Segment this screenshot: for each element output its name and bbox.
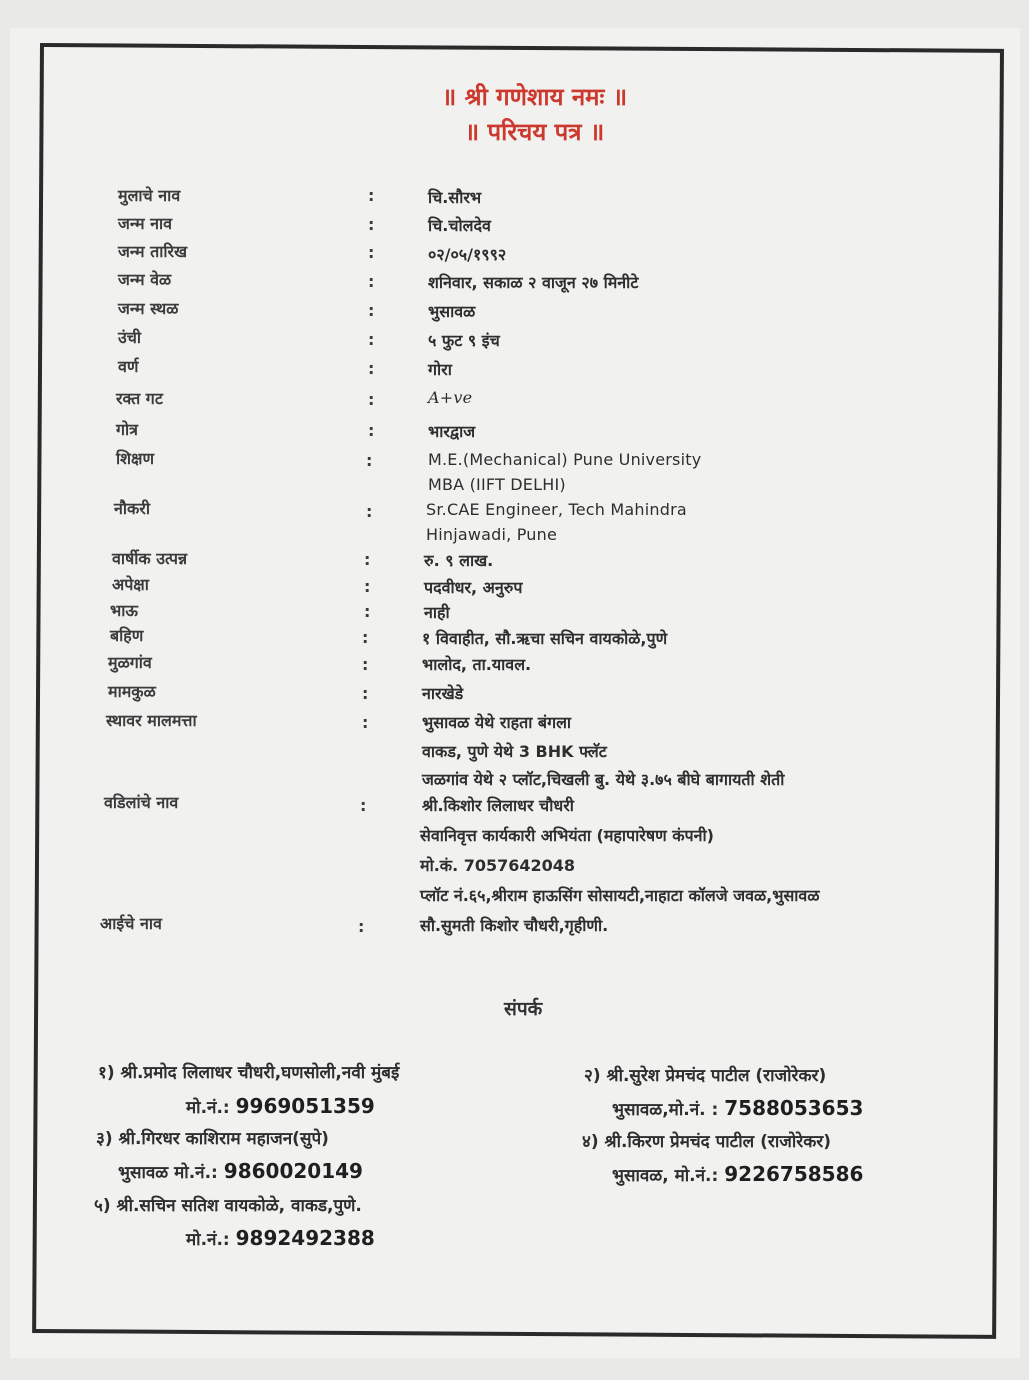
field-label: जन्म नाव xyxy=(118,214,173,233)
field-separator: : xyxy=(368,301,375,320)
field-label: अपेक्षा xyxy=(112,575,149,594)
field-value: १ विवाहीत, सौ.ऋचा सचिन वायकोळे,पुणे xyxy=(422,629,668,648)
field-label: भाऊ xyxy=(110,601,138,620)
field-value: श्री.किशोर लिलाधर चौधरी xyxy=(422,796,574,815)
field-label: आईचे नाव xyxy=(100,914,162,933)
field-value: शनिवार, सकाळ २ वाजून २७ मिनीटे xyxy=(428,273,639,292)
contact-phone-prefix: भुसावळ मो.नं.: xyxy=(118,1163,218,1183)
field-label: वडिलांचे नाव xyxy=(104,793,179,812)
field-separator: : xyxy=(368,421,375,440)
field-label: स्थावर मालमत्ता xyxy=(106,711,197,730)
field-label: मुलाचे नाव xyxy=(118,186,181,205)
field-value-line2: MBA (IIFT DELHI) xyxy=(428,475,566,494)
field-label: जन्म स्थळ xyxy=(118,299,179,318)
contact-name: ५) श्री.सचिन सतिश वायकोळे, वाकड,पुणे. xyxy=(94,1196,362,1216)
field-separator: : xyxy=(358,917,365,936)
field-value-line3: मो.कं. 7057642048 xyxy=(420,856,576,875)
field-separator: : xyxy=(364,550,371,569)
field-value: पदवीधर, अनुरुप xyxy=(424,578,523,597)
field-value: चि.सौरभ xyxy=(428,188,482,207)
contact-phone-number: 9892492388 xyxy=(235,1226,375,1250)
field-value-line4: प्लॉट नं.६५,श्रीराम हाऊसिंग सोसायटी,नाहाटा कॉलजे जवळ,भुसावळ xyxy=(420,886,820,905)
field-value: A+ve xyxy=(428,388,473,407)
contact-name: १) श्री.प्रमोद लिलाधर चौधरी,घणसोली,नवी मुंबई xyxy=(98,1063,400,1083)
field-value: भुसावळ xyxy=(428,302,476,321)
contact-name: ४) श्री.किरण प्रेमचंद पाटील (राजोरेकर) xyxy=(582,1132,831,1152)
field-label: मुळगांव xyxy=(108,653,152,672)
field-separator: : xyxy=(368,272,375,291)
field-value-line2: Hinjawadi, Pune xyxy=(426,525,558,544)
field-value: Sr.CAE Engineer, Tech Mahindra xyxy=(426,500,687,519)
field-value-line3: जळगांव येथे २ प्लॉट,चिखली बु. येथे ३.७५ बीघे बागायती शेती xyxy=(422,770,785,789)
field-label: मामकुळ xyxy=(108,682,156,701)
document-title: ॥ परिचय पत्र ॥ xyxy=(464,118,605,146)
field-separator: : xyxy=(368,390,375,409)
field-value: रु. ९ लाख. xyxy=(424,551,494,570)
field-value: M.E.(Mechanical) Pune University xyxy=(428,450,702,469)
contacts-heading: संपर्क xyxy=(504,998,543,1020)
contact-phone-line xyxy=(612,1096,863,1120)
field-value: चि.चोलदेव xyxy=(428,216,491,235)
contact-phone-line xyxy=(186,1094,375,1118)
contact-phone-line xyxy=(186,1226,375,1250)
invocation-heading: ॥ श्री गणेशाय नमः ॥ xyxy=(441,83,628,111)
contact-phone-prefix: भुसावळ,मो.नं. : xyxy=(612,1100,719,1120)
field-separator: : xyxy=(360,796,367,815)
field-separator: : xyxy=(368,359,375,378)
field-separator: : xyxy=(362,713,369,732)
field-value: ०२/०५/१९९२ xyxy=(428,245,507,264)
field-separator: : xyxy=(368,243,375,262)
field-label: वार्षीक उत्पन्न xyxy=(112,549,188,568)
contact-phone-line xyxy=(612,1162,863,1186)
contact-phone-prefix: भुसावळ, मो.नं.: xyxy=(612,1166,719,1186)
field-separator: : xyxy=(366,451,373,470)
field-value: सौ.सुमती किशोर चौधरी,गृहीणी. xyxy=(420,916,609,935)
contact-phone-prefix: मो.नं.: xyxy=(186,1230,230,1250)
contact-phone-number: 9226758586 xyxy=(724,1162,864,1186)
field-value: नाही xyxy=(424,603,450,622)
field-value: गोरा xyxy=(428,360,452,379)
field-value-line2: वाकड, पुणे येथे 3 BHK फ्लॅट xyxy=(422,742,607,761)
field-label: जन्म वेळ xyxy=(118,270,172,289)
field-value: नारखेडे xyxy=(422,684,464,703)
contact-phone-number: 7588053653 xyxy=(724,1096,864,1120)
contact-phone-line xyxy=(118,1159,363,1183)
field-label: नौकरी xyxy=(114,499,151,518)
field-separator: : xyxy=(368,186,375,205)
field-label: उंची xyxy=(118,328,142,347)
field-value: भुसावळ येथे राहता बंगला xyxy=(422,713,572,732)
field-value-line2: सेवानिवृत्त कार्यकारी अभियंता (महापारेषण कंपनी) xyxy=(420,826,714,845)
field-separator: : xyxy=(368,215,375,234)
field-separator: : xyxy=(362,655,369,674)
field-value: भालोद, ता.यावल. xyxy=(422,655,532,674)
field-label: शिक्षण xyxy=(116,449,155,468)
field-label: जन्म तारिख xyxy=(118,242,188,261)
contact-name: ३) श्री.गिरधर काशिराम महाजन(सुपे) xyxy=(96,1129,329,1149)
field-separator: : xyxy=(364,602,371,621)
field-separator: : xyxy=(366,502,373,521)
field-label: बहिण xyxy=(110,626,144,645)
field-separator: : xyxy=(364,577,371,596)
field-separator: : xyxy=(362,684,369,703)
field-value: भारद्वाज xyxy=(428,422,476,441)
field-label: वर्ण xyxy=(118,357,139,376)
contact-phone-number: 9969051359 xyxy=(235,1094,375,1118)
contact-name: २) श्री.सुरेश प्रेमचंद पाटील (राजोरेकर) xyxy=(584,1066,827,1086)
contact-phone-number: 9860020149 xyxy=(223,1159,363,1183)
field-label: रक्त गट xyxy=(116,389,163,408)
field-value: ५ फुट ९ इंच xyxy=(428,331,500,350)
contact-phone-prefix: मो.नं.: xyxy=(186,1098,230,1118)
field-separator: : xyxy=(368,330,375,349)
field-separator: : xyxy=(362,628,369,647)
field-label: गोत्र xyxy=(116,420,138,439)
